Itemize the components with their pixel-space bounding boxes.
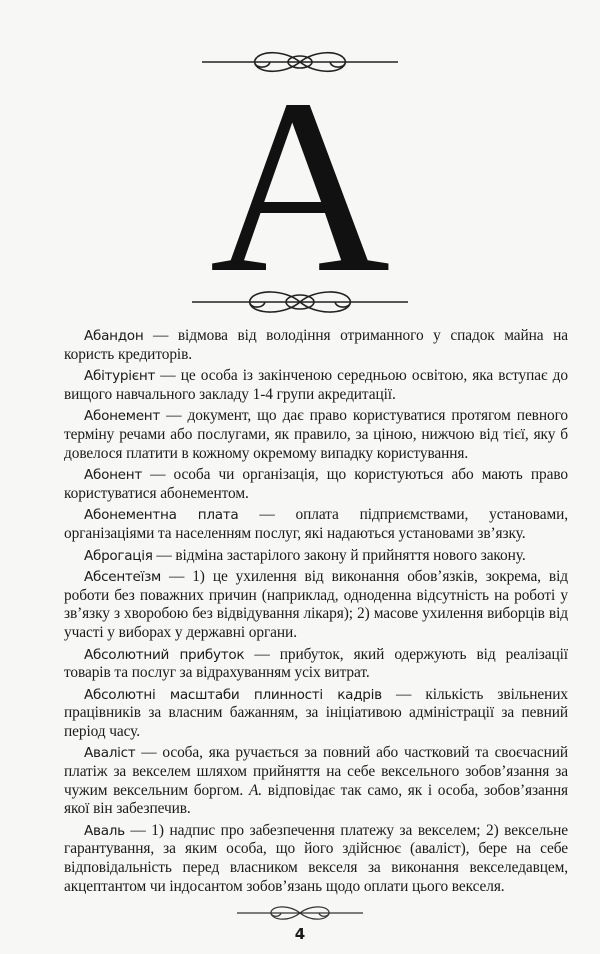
entry-definition: — особа, яка ручається за повний або частковий та своєчасний платіж за векселем шляхом прийняття на себе вексельного зобов’язання за чужим вексельним боргом. — [64, 744, 568, 799]
entry — [64, 822, 568, 896]
entry — [64, 686, 568, 742]
entry-definition: — це особа із закінченою середньою освітою, яка вступає до вищого навчального закладу 1-4 групи акредитації. — [64, 367, 568, 403]
entry-definition: — документ, що дає право користуватися протягом певного терміну речами або послугами, як правило, за ціною, нижчою від тієї, яку б довелося платити в кожному окремому випадку користування. — [64, 407, 568, 462]
entry-definition: відповідає так само, як і особа, зобов’язання якої він забезпечив. — [64, 781, 568, 818]
chapter-letter: A — [209, 48, 391, 325]
entry — [64, 466, 568, 503]
entry-definition: — 1) надпис про забезпечення платежу за векселем; 2) вексельне гарантування, за яким особа, що його здійснює (аваліст), бере на себе відповідальність перед власником векселя за виконання векселедавцем, акцептантом чи індосантом зобов’язань щодо оплати цього векселя. — [64, 821, 568, 895]
entry-term: Абандон — [84, 328, 144, 344]
divider-ornament-icon — [190, 287, 410, 317]
entry — [64, 744, 568, 818]
entry-definition: — кількість звільнених працівників за власним бажанням, за ініціативою адміністрації за певний період часу. — [64, 685, 568, 740]
entry-definition: — відміна застарілого закону й прийняття нового закону. — [152, 546, 526, 564]
entry-term: Абсолютні масштаби плинності кадрів — [84, 686, 382, 703]
entry — [64, 367, 568, 404]
entry — [64, 407, 568, 463]
entry — [64, 506, 568, 543]
page-number: 4 — [294, 925, 306, 944]
entry-definition: — 1) це ухилення від виконання обов’язків, зокрема, від роботи без поважних причин (наприклад, одноденна відсутність на роботі у зв’язку з хворобою без відвідування лікаря); 2) масове ухилення виборців від участі у виборах у державні органи. — [64, 568, 568, 641]
page-footer — [0, 904, 600, 944]
entry-term: Абсолютний прибуток — [84, 646, 245, 663]
entry-definition: — оплата підприємствами, установами, організаціями та населенням послуг, які надаються установами зв’язку. — [64, 506, 568, 542]
entry-term: Абонент — [84, 467, 142, 484]
footer-ornament-icon — [235, 904, 365, 922]
dictionary-entries — [64, 327, 568, 896]
entry-term: Абітурієнт — [84, 368, 156, 385]
entry-abbreviation: А. — [248, 781, 262, 799]
entry-term: Аваль — [84, 822, 125, 839]
entry-term: Абсентеїзм — [84, 569, 161, 586]
entry — [64, 327, 568, 364]
entry — [64, 568, 568, 642]
entry-term: Аброгація — [84, 547, 153, 564]
entry-term: Аваліст — [84, 745, 136, 762]
entry-definition: — прибуток, який одержують від реалізації товарів та послуг за відрахуванням усіх витрат. — [64, 645, 568, 682]
entry-term: Абонементна плата — [84, 507, 239, 524]
entry-definition: — відмова від володіння отриманного у спадок майна на користь кредиторів. — [64, 327, 568, 363]
entry — [64, 547, 568, 566]
entry — [64, 646, 568, 683]
entry-definition: — особа чи організація, що користуються або мають право користуватися абонементом. — [64, 466, 568, 502]
entry-term: Абонемент — [84, 408, 160, 425]
